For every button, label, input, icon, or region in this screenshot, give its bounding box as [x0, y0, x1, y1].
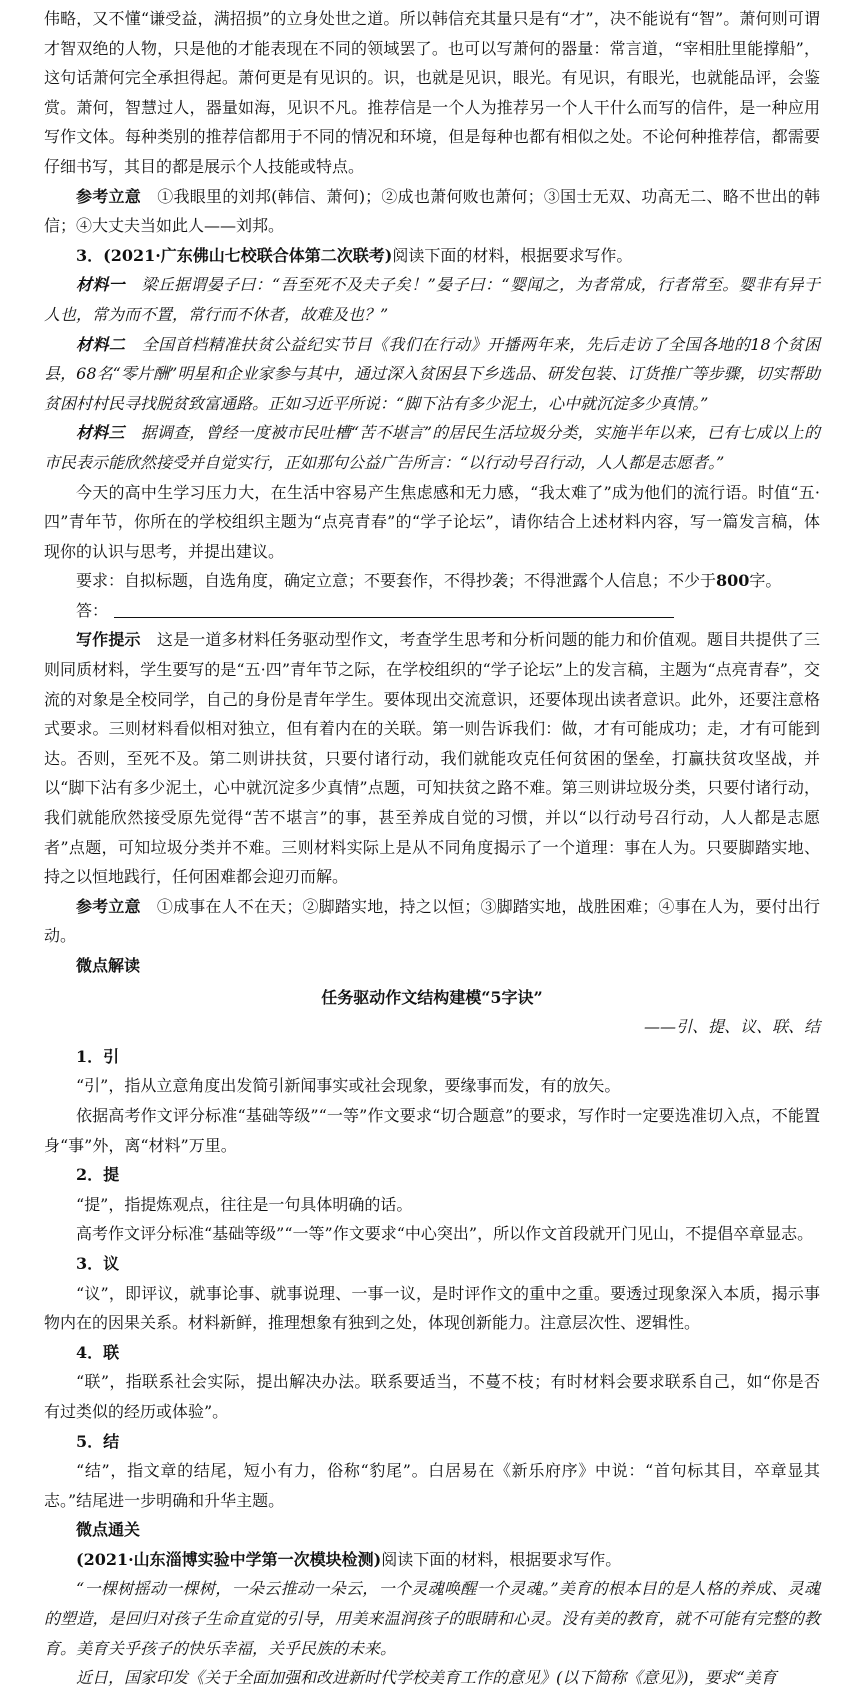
material-1-label: 材料一: [76, 275, 126, 295]
material-2: 材料二 全国首档精准扶贫公益纪实节目《我们在行动》开播两年来，先后走访了全国各地的18个贫困县，68名“零片酬”明星和企业家参与其中，通过深入贫困县下乡选品、研发包装、订货推广等步骤，切实帮助贫困村村民寻找脱贫致富通路。正如习近平所说：“脚下沾有多少泥土，心中就沉淀多少真情。”: [44, 334, 820, 413]
step-1-text-2: 依据高考作文评分标准“基础等级”“一等”作文要求“切合题意”的要求，写作时一定要选准切入点，不能置身“事”外，离“材料”万里。: [44, 1105, 820, 1155]
question-4-source: (2021·山东淄博实验中学第一次模块检测): [76, 1549, 382, 1569]
writing-task: 今天的高中生学习压力大，在生活中容易产生焦虑感和无力感，“我太难了”成为他们的流行语。时值“五·四”青年节，你所在的学校组织主题为“点亮青春”的“学子论坛”，请你结合上述材料内容，写一篇发言稿，体现你的认识与思考，并提出建议。: [44, 482, 820, 561]
section-heading-micro-pass: 微点通关: [76, 1520, 141, 1540]
step-2-text-2: 高考作文评分标准“基础等级”“一等”作文要求“中心突出”，所以作文首段就开门见山，不提倡卒章显志。: [76, 1224, 814, 1244]
material-1: 材料一 梁丘据谓晏子曰：“吾至死不及夫子矣！”晏子曰：“婴闻之，为者常成，行者常至。婴非有异于人也，常为而不置，常行而不休者，故难及也？”: [44, 275, 820, 324]
material-3-label: 材料三: [76, 423, 125, 443]
step-2-text-1: “提”，指提炼观点，往往是一句具体明确的话。: [76, 1194, 413, 1214]
reference-idea-2: 参考立意 ①成事在人不在天；②脚踏实地，持之以恒；③脚踏实地，战胜困难；④事在人为，要付出行动。: [44, 896, 820, 946]
step-4-heading: 4．联: [76, 1342, 120, 1362]
question-4-material-1: “一棵树摇动一棵树，一朵云推动一朵云，一个灵魂唤醒一个灵魂。”美育的根本目的是人格的养成、灵魂的塑造，是回归对孩子生命直觉的引导，用美来温润孩子的眼睛和心灵。没有美的教育，就不可能有完整的教育。美育关乎孩子的快乐幸福，关乎民族的未来。: [44, 1579, 820, 1658]
answer-label: 答：: [76, 600, 109, 620]
paragraph-continued: 伟略，又不懂“谦受益，满招损”的立身处世之道。所以韩信充其量只是有“才”，决不能说有“智”。萧何则可谓才智双绝的人物，只是他的才能表现在不同的领域罢了。也可以写萧何的器量：常言道，“宰相肚里能撑船”，这句话萧何完全承担得起。萧何更是有见识的。识，也就是见识，眼光。有见识，有眼光，也就能品评，会鉴赏。萧何，智慧过人，器量如海，见识不凡。推荐信是一个人为推荐另一个人干什么而写的信件，是一种应用写作文体。每种类别的推荐信都用于不同的情况和环境，但是每种也都有相似之处。不论何种推荐信，都需要仔细书写，其目的都是展示个人技能或特点。: [44, 9, 820, 176]
requirements: 要求：自拟标题，自选角度，确定立意；不要套作，不得抄袭；不得泄露个人信息；不少于800字。: [76, 571, 782, 591]
model-subtitle: ——引、提、议、联、结: [643, 1017, 820, 1037]
tip-label: 写作提示: [76, 630, 141, 650]
step-1-heading: 1．引: [76, 1046, 120, 1066]
step-3-heading: 3．议: [76, 1253, 120, 1273]
reference-label: 参考立意: [76, 186, 142, 206]
word-count: 800: [716, 571, 750, 591]
step-5-text-1: “结”，指文章的结尾，短小有力，俗称“豹尾”。白居易在《新乐府序》中说：“首句标其目，卒章显其志。”结尾进一步明确和升华主题。: [44, 1461, 820, 1510]
model-title: 任务驱动作文结构建模“5字诀”: [321, 987, 543, 1007]
step-2-heading: 2．提: [76, 1165, 120, 1185]
question-3-intro: 3．(2021·广东佛山七校联合体第二次联考)阅读下面的材料，根据要求写作。: [76, 245, 633, 265]
writing-tip: 写作提示 这是一道多材料任务驱动型作文，考查学生思考和分析问题的能力和价值观。题目共提供了三则同质材料，学生要写的是“五·四”青年节之际，在学校组织的“学子论坛”上的发言稿，主题为“点亮青春”，交流的对象是全校同学，自己的身份是青年学生。要体现出交流意识，还要体现出读者意识。此外，还要注意格式要求。三则材料看似相对独立，但有着内在的关联。第一则告诉我们：做，才有可能成功；走，才有可能到达。否则，至死不及。第二则讲扶贫，只要付诸行动，我们就能攻克任何贫困的堡垒，打赢扶贫攻坚战，并以“脚下沾有多少泥土，心中就沉淀多少真情”点题，可知扶贫之路不难。第三则讲垃圾分类，只要付诸行动，我们就能欣然接受原先觉得“苦不堪言”的事，甚至养成自觉的习惯，并以“以行动号召行动，人人都是志愿者”点题，可知垃圾分类并不难。三则材料实际上是从不同角度揭示了一个道理：事在人为。只要脚踏实地、持之以恒地践行，任何困难都会迎刃而解。: [44, 630, 820, 887]
reference-label: 参考立意: [76, 896, 141, 916]
step-5-heading: 5．结: [76, 1431, 120, 1451]
answer-line: [44, 596, 820, 626]
section-heading-micro-read: 微点解读: [76, 956, 141, 975]
question-3-source: 3．(2021·广东佛山七校联合体第二次联考): [76, 245, 393, 265]
material-2-label: 材料二: [76, 334, 126, 354]
step-4-text-1: “联”，指联系社会实际，提出解决办法。联系要适当，不蔓不枝；有时材料会要求联系自己，如“你是否有过类似的经历或体验”。: [44, 1372, 820, 1421]
material-3: 材料三 据调查，曾经一度被市民吐槽“苦不堪言”的居民生活垃圾分类，实施半年以来，已有七成以上的市民表示能欣然接受并自觉实行，正如那句公益广告所言：“以行动号召行动，人人都是志愿者。”: [44, 423, 820, 472]
question-4-material-2: 近日，国家印发《关于全面加强和改进新时代学校美育工作的意见》(以下简称《意见》)，要求“美育: [76, 1668, 777, 1688]
step-3-text-1: “议”，即评议，就事论事、就事说理、一事一议，是时评作文的重中之重。要透过现象深入本质，揭示事物内在的因果关系。材料新鲜，推理想象有独到之处，体现创新能力。注意层次性、逻辑性。: [44, 1283, 820, 1333]
question-4-intro: (2021·山东淄博实验中学第一次模块检测)阅读下面的材料，根据要求写作。: [76, 1549, 622, 1569]
answer-blank[interactable]: [114, 599, 674, 618]
reference-idea-1: 参考立意 ①我眼里的刘邦(韩信、萧何)；②成也萧何败也萧何；③国士无双、功高无二、略不世出的韩信；④大丈夫当如此人——刘邦。: [44, 186, 820, 236]
step-1-text-1: “引”，指从立意角度出发简引新闻事实或社会现象，要缘事而发，有的放矢。: [76, 1076, 621, 1096]
